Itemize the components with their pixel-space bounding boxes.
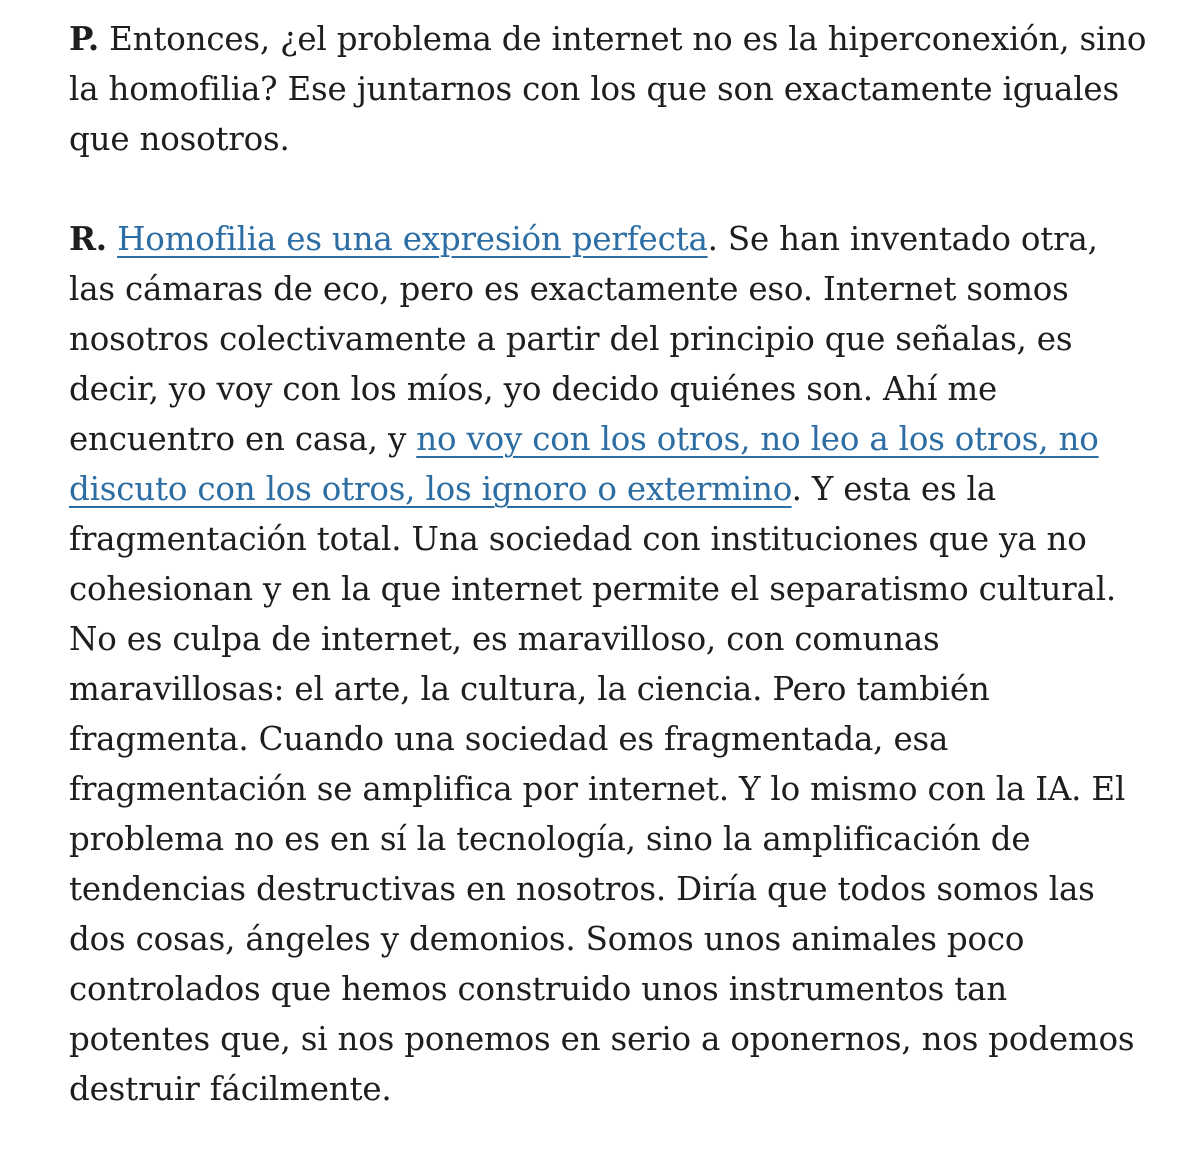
question-speaker-label: P. <box>69 19 99 58</box>
article-body <box>69 14 1149 1114</box>
otros-link[interactable]: no voy con los otros, no leo a los otros, no discuto con los otros, los ignoro o extermino <box>69 420 1099 508</box>
question-text: Entonces, ¿el problema de internet no es la hiperconexión, sino la homofilia? Ese juntarnos con los que son exactamente iguales que nosotros. <box>69 20 1147 158</box>
question-paragraph <box>69 14 1149 164</box>
answer-paragraph <box>69 214 1149 1114</box>
homofilia-link[interactable]: Homofilia es una expresión perfecta <box>117 220 708 258</box>
answer-text-part-2: . Y esta es la fragmentación total. Una sociedad con instituciones que ya no cohesionan y en la que internet permite el separatismo cultural. No es culpa de internet, es maravilloso, con comunas maravillosas: el arte, la cultura, la ciencia. Pero también fragmenta. Cuando una sociedad es fragmentada, esa fragmentación se amplifica por internet. Y lo mismo con la IA. El problema no es en sí la tecnología, sino la amplificación de tendencias destructivas en nosotros. Diría que todos somos las dos cosas, ángeles y demonios. Somos unos animales poco controlados que hemos construido unos instrumentos tan potentes que, si nos ponemos en serio a oponernos, nos podemos destruir fácilmente. <box>69 470 1135 1108</box>
answer-text-part-1: . Se han inventado otra, las cámaras de eco, pero es exactamente eso. Internet somos nosotros colectivamente a partir del principio que señalas, es decir, yo voy con los míos, yo decido quiénes son. Ahí me encuentro en casa, y <box>69 220 1098 458</box>
answer-speaker-label: R. <box>69 219 107 258</box>
